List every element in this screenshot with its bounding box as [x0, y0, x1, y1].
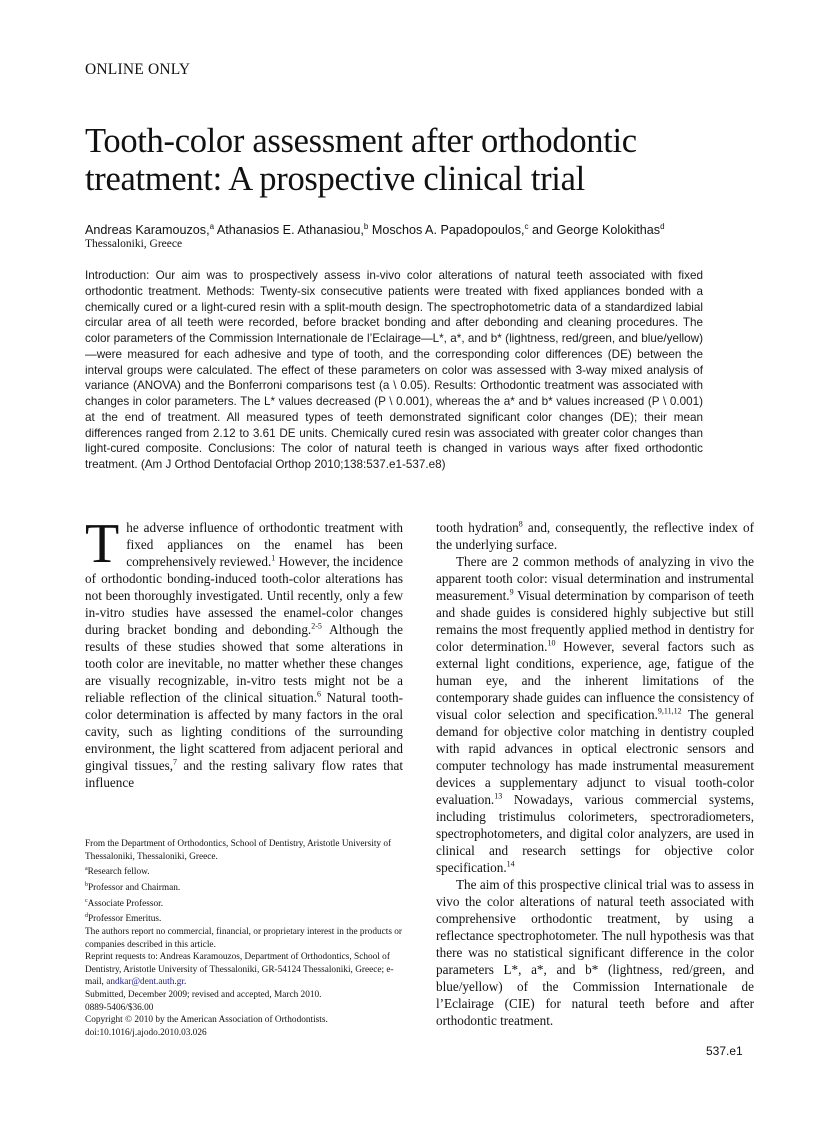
body-paragraph — [436, 519, 754, 553]
citation-ref: 14 — [506, 859, 515, 869]
author-name: and George Kolokithas — [528, 223, 661, 238]
body-text-run: Although the results of these studies showed that some alterations in tooth color are inevitable, no matter whether these changes are visually recognizable, in-vitro tests might not be a reliable reflection of the clinical situation. — [85, 622, 403, 705]
body-paragraph — [436, 553, 754, 876]
footnote-mark: c — [85, 897, 88, 904]
footnote-dates: Submitted, December 2009; revised and accepted, March 2010. — [85, 989, 322, 1000]
footnote-disclosure: The authors report no commercial, financial, or proprietary interest in the products or companies described in this article. — [85, 926, 403, 950]
citation-ref: 7 — [173, 757, 178, 767]
footnote-doi[interactable]: doi:10.1016/j.ajodo.2010.03.026 — [85, 1027, 207, 1038]
footnote-role — [85, 879, 403, 895]
page-number: 537.e1 — [706, 1044, 743, 1058]
footnote-issn: 0889-5406/$36.00 — [85, 1002, 154, 1013]
author-list — [85, 219, 765, 238]
footnotes — [85, 838, 403, 1039]
author-affiliation-mark: d — [660, 222, 665, 231]
citation-ref: 9,11,12 — [657, 706, 682, 716]
abstract: Introduction: Our aim was to prospectively assess in-vivo color alterations of natural teeth associated with fixed orthodontic treatment. Methods: Twenty-six consecutive patients were treated with fixed appliances bonded with a chemically cured or a light-cured resin with a split-mouth design. The spectrophotometric data of a standardized labial circular area of all teeth were recorded, before bracket bonding and after debonding and cleaning procedures. The color parameters of the Commission Internationale de l’Eclairage—L*, a*, and b* (lightness, red/green, and blue/yellow)—were measured for each adhesive and type of tooth, and the corresponding color differences (DE) between the interval groups were calculated. The effect of these parameters on color was assessed with 3-way mixed analysis of variance (ANOVA) and the Bonferroni comparisons test (a \ 0.05). Results: Orthodontic treatment was associated with changes in color parameters. The L* values decreased (P \ 0.001), whereas the a* and b* values increased (P \ 0.001) at the end of treatment. All measured types of teeth demonstrated significant color changes (DE); their mean differences ranged from 2.12 to 3.61 DE units. Chemically cured resin was associated with greater color changes than light-cured composite. Conclusions: The color of natural teeth is changed in various ways after fixed orthodontic treatment. (Am J Orthod Dentofacial Orthop 2010;138:537.e1-537.e8) — [85, 269, 703, 471]
citation-ref: 2-5 — [311, 621, 322, 631]
footnote-role-text: Professor and Chairman. — [88, 882, 181, 893]
footnote-role-text: Research fellow. — [87, 867, 150, 878]
author-affiliation-mark: b — [363, 222, 369, 231]
email-link[interactable]: andkar@dent.auth.gr — [106, 977, 184, 988]
body-text-run: tooth hydration — [436, 520, 519, 535]
body-text-run: Visual determination by comparison of teeth and shade guides is considered highly subjective but still remains the most frequently applied method in dentistry for color determination. — [436, 588, 754, 654]
citation-ref: 10 — [547, 638, 556, 648]
author-name: Moschos A. Papadopoulos, — [368, 223, 525, 238]
body-text-run: he adverse influence of orthodontic treatment with fixed appliances on the enamel has been comprehensively reviewed. — [126, 520, 403, 569]
reprint-end: . — [183, 977, 187, 988]
body-text-run: and, consequently, the reflective index of the underlying surface. — [436, 520, 754, 552]
footnote-mark: a — [85, 866, 88, 873]
footnote-role — [85, 910, 403, 926]
footnote-role — [85, 863, 403, 879]
footnote-mark: d — [85, 913, 88, 920]
body-text-run: However, the incidence of orthodontic bonding-induced tooth-color alterations has not been thoroughly investigated. Until recently, only a few in-vitro studies have assessed the enamel-color changes during bracket bonding and debonding. — [85, 554, 403, 637]
body-text-run: The aim of this prospective clinical trial was to assess in vivo the color alterations of natural teeth associated with comprehensive orthodontic treatment, by using a reflectance spectrophotometer. The null hypothesis was that there was no statistical significant difference in the color parameters L*, a*, and b* (lightness, red/green, and blue/yellow) of the Commission Internationale de l’Eclairage (CIE) for natural teeth before and after orthodontic treatment. — [436, 877, 754, 1028]
section-label: ONLINE ONLY — [85, 61, 191, 78]
citation-ref: 6 — [317, 689, 322, 699]
author-affiliation-mark: c — [524, 222, 529, 231]
footnote-role — [85, 895, 403, 911]
footnote-role-text: Associate Professor. — [87, 898, 164, 909]
article-title: Tooth-color assessment after orthodontic treatment: A prospective clinical trial — [85, 122, 637, 198]
body-text-run: Nowadays, various commercial systems, including tristimulus colorimeters, spectroradiometers, spectrophotometers, and digital color analyzers, are used in clinical and research settings for objective color specification. — [436, 792, 754, 875]
body-column-right — [436, 519, 754, 1029]
body-column-left — [85, 513, 404, 791]
footnote-role-text: Professor Emeritus. — [88, 914, 162, 925]
author-location: Thessaloniki, Greece — [85, 238, 183, 250]
author-affiliation-mark: a — [209, 222, 215, 231]
body-text-run: The general demand for objective color matching in dentistry coupled with rapid advances in optical electronic sensors and computer technology has made instrumental measurement devices a supplementary adjunct to visual tooth-color evaluation. — [436, 707, 754, 807]
dropcap-letter: T — [85, 513, 120, 575]
author-name: Andreas Karamouzos, — [85, 223, 210, 238]
author-name: Athanasios E. Athanasiou, — [214, 223, 364, 238]
citation-ref: 1 — [271, 553, 276, 563]
reprint-text: Reprint requests to: Andreas Karamouzos, Department of Orthodontics, School of Dentistry, Aristotle University of Thessaloniki, GR-54124 Thessaloniki, Greece; e-mail, — [85, 952, 394, 988]
body-text-run: Natural tooth-color determination is affected by many factors in the oral cavity, such as lighting conditions of the surrounding environment, the light scattered from adjacent perioral and gingival tissues, — [85, 690, 404, 773]
footnote-department: From the Department of Orthodontics, School of Dentistry, Aristotle University of Thessaloniki, Thessaloniki, Greece. — [85, 839, 392, 862]
footnote-copyright: Copyright © 2010 by the American Association of Orthodontists. — [85, 1015, 328, 1026]
citation-ref: 9 — [509, 587, 514, 597]
body-text-run: and the resting salivary flow rates that influence — [85, 758, 403, 790]
body-text-run: However, several factors such as external light conditions, experience, age, fatigue of the human eye, and the inherent limitations of the contemporary shade guides can influence the consistency of visual color selection and specification. — [436, 639, 754, 722]
footnote-reprint — [85, 951, 403, 989]
body-text-run: There are 2 common methods of analyzing in vivo the apparent tooth color: visual determination and instrumental measurement. — [436, 554, 754, 603]
citation-ref: 13 — [494, 791, 503, 801]
footnote-mark: b — [85, 881, 88, 888]
intro-paragraph — [85, 513, 404, 791]
body-paragraph — [436, 876, 754, 1029]
citation-ref: 8 — [518, 519, 523, 529]
